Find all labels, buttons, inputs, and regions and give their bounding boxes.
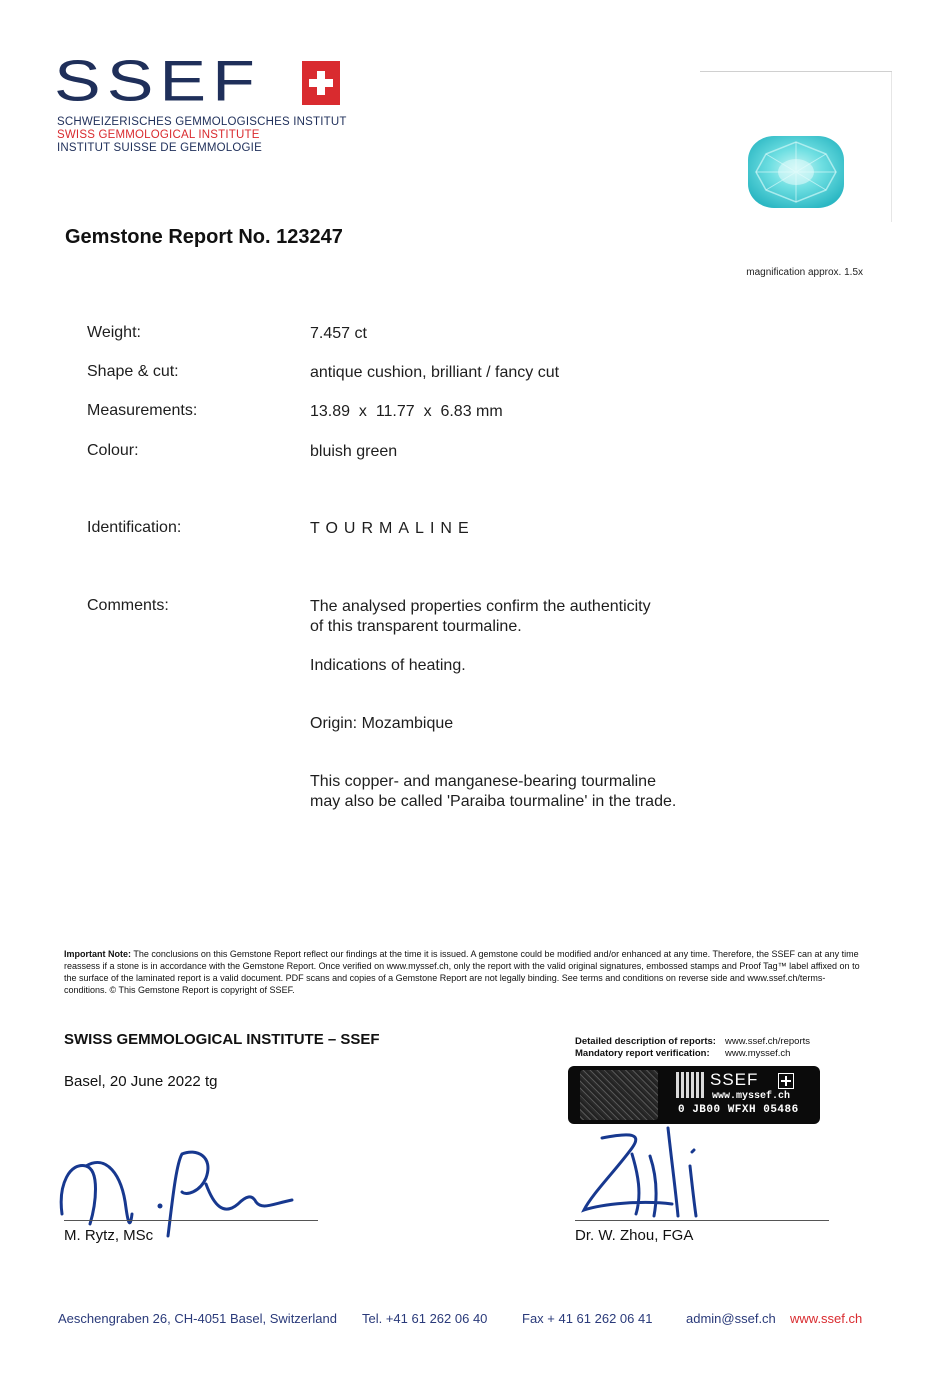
detailed-description-row	[575, 1036, 810, 1048]
shape-cut-label: Shape & cut:	[87, 363, 179, 380]
photo-frame-top-line	[700, 71, 892, 72]
institute-name-french: INSTITUT SUISSE DE GEMMOLOGIE	[57, 142, 262, 154]
signature-line-left	[64, 1220, 318, 1221]
signatory-left: M. Rytz, MSc	[64, 1227, 154, 1244]
signature-right	[572, 1124, 722, 1224]
important-note-label: Important Note:	[64, 949, 131, 959]
footer-tel: Tel. +41 61 262 06 40	[362, 1311, 488, 1326]
signature-left	[56, 1144, 296, 1240]
weight-value: 7.457 ct	[310, 325, 367, 342]
weight-label: Weight:	[87, 324, 141, 341]
identification-label: Identification:	[87, 519, 182, 536]
proof-tag-code: 0 JB00 WFXH 05486	[678, 1104, 799, 1116]
colour-value: bluish green	[310, 443, 398, 460]
comment-line: Origin: Mozambique	[310, 715, 454, 732]
issuer-name: SWISS GEMMOLOGICAL INSTITUTE – SSEF	[64, 1031, 380, 1048]
detailed-description-label: Detailed description of reports:	[575, 1036, 716, 1047]
qr-code-icon	[676, 1072, 704, 1098]
comment-line: Indications of heating.	[310, 657, 466, 674]
report-title: Gemstone Report No. 123247	[65, 226, 343, 248]
institute-name-german: SCHWEIZERISCHES GEMMOLOGISCHES INSTITUT	[57, 116, 347, 128]
footer-website[interactable]: www.ssef.ch	[790, 1311, 863, 1326]
hologram-image	[580, 1070, 658, 1120]
swiss-cross-icon	[778, 1073, 794, 1089]
important-note-text: The conclusions on this Gemstone Report reflect our findings at the time it is issued. A gemstone could be modified and/or enhanced at any time. Therefore, the SSEF can at any time reassess if a stone is in accordance with the Gemstone Report. Once verified on www.myssef.ch, only the report with the valid original signatures, embossed stamps and Proof Tag™ label affixed on to the surface of the laminated report is a valid document. PDF scans and copies of a Gemstone Report are not legally binding. See terms and conditions on reverse side and www.ssef.ch/terms-conditions. © This Gemstone Report is copyright of SSEF.	[64, 949, 860, 995]
measurements-value: 13.89 x 11.77 x 6.83 mm	[310, 403, 503, 420]
shape-cut-value: antique cushion, brilliant / fancy cut	[310, 364, 560, 381]
mandatory-verification-row	[575, 1048, 790, 1060]
gemstone-photo	[746, 134, 846, 210]
footer-email[interactable]: admin@ssef.ch	[686, 1311, 776, 1326]
comment-line: The analysed properties confirm the authenticity	[310, 598, 651, 615]
measurements-label: Measurements:	[87, 402, 198, 419]
mandatory-verification-label: Mandatory report verification:	[575, 1048, 710, 1059]
signatory-right: Dr. W. Zhou, FGA	[575, 1227, 694, 1244]
comment-line: may also be called 'Paraiba tourmaline' in the trade.	[310, 793, 677, 810]
footer-address: Aeschengraben 26, CH-4051 Basel, Switzerland	[58, 1311, 337, 1326]
footer-fax: Fax + 41 61 262 06 41	[522, 1311, 653, 1326]
proof-tag-brand: SSEF	[710, 1070, 759, 1089]
signature-line-right	[575, 1220, 829, 1221]
proof-tag-url: www.myssef.ch	[712, 1091, 791, 1102]
detailed-description-url[interactable]: www.ssef.ch/reports	[725, 1036, 810, 1047]
important-note	[64, 948, 860, 996]
identification-value: TOURMALINE	[310, 520, 475, 537]
colour-label: Colour:	[87, 442, 139, 459]
photo-frame-right-line	[891, 72, 892, 222]
institute-name-english: SWISS GEMMOLOGICAL INSTITUTE	[57, 129, 260, 141]
ssef-logo-wordmark: SSEF	[54, 48, 261, 113]
place-date: Basel, 20 June 2022 tg	[64, 1073, 218, 1090]
comment-line: This copper- and manganese-bearing tourmaline	[310, 773, 656, 790]
magnification-note: magnification approx. 1.5x	[746, 267, 863, 278]
comments-label: Comments:	[87, 597, 169, 614]
comment-line: of this transparent tourmaline.	[310, 618, 522, 635]
swiss-cross-icon	[302, 61, 340, 105]
mandatory-verification-url[interactable]: www.myssef.ch	[725, 1048, 791, 1059]
